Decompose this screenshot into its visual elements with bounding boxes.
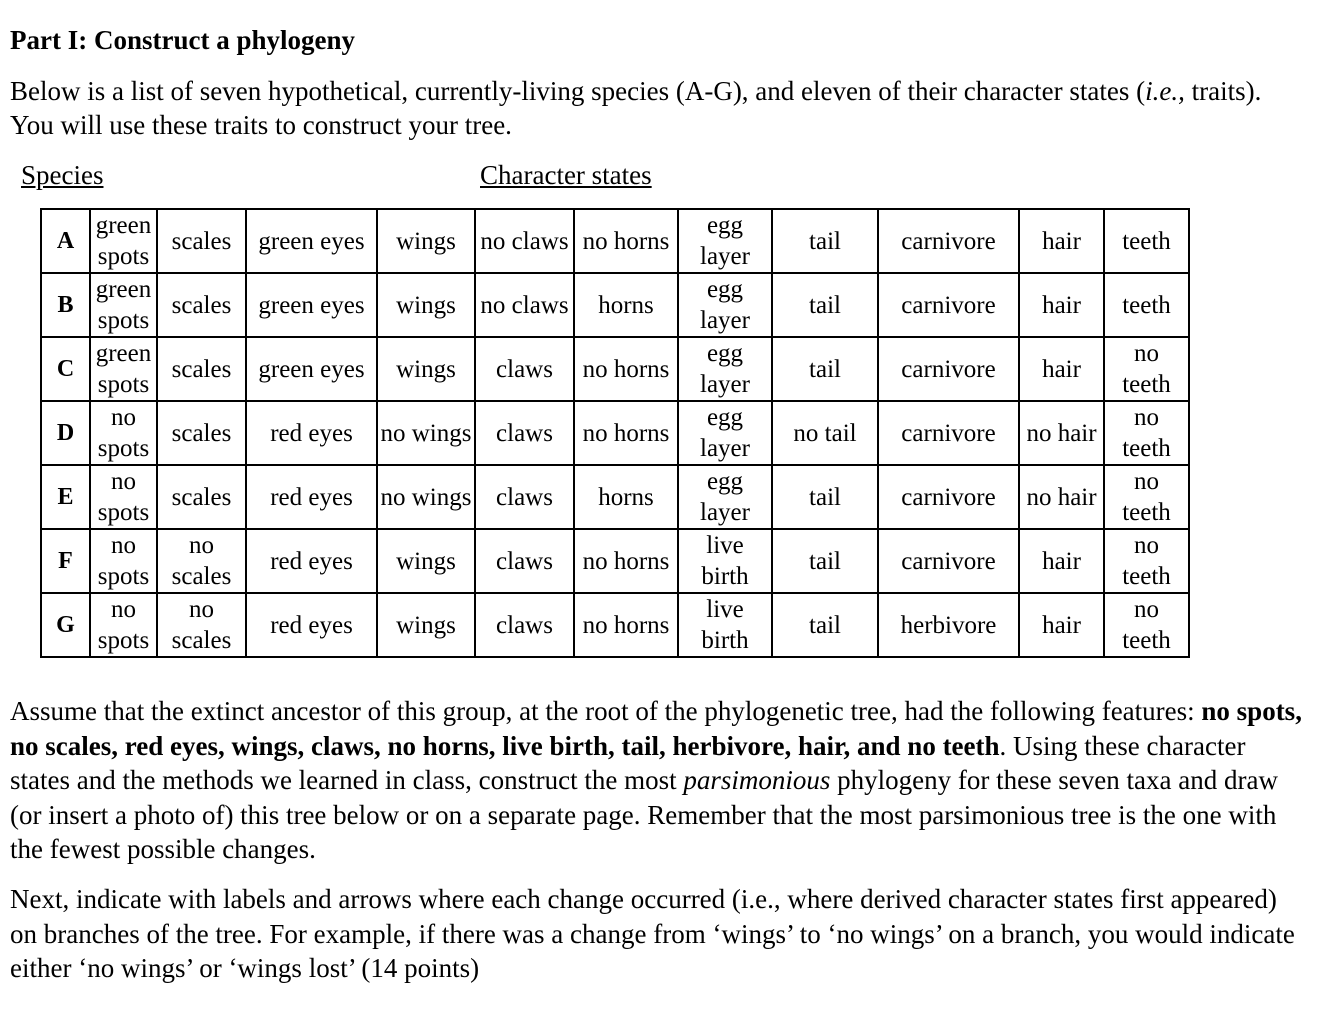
trait-cell: tail (772, 209, 878, 273)
trait-cell: red eyes (246, 593, 377, 657)
trait-cell: claws (475, 337, 574, 401)
trait-cell: hair (1019, 209, 1104, 273)
trait-cell: wings (377, 337, 475, 401)
trait-cell: no scales (157, 593, 246, 657)
intro-paragraph (10, 74, 1270, 142)
trait-cell: claws (475, 593, 574, 657)
trait-cell: horns (574, 273, 678, 337)
trait-cell: egg layer (678, 209, 772, 273)
ancestor-text-c: . Using these character states and the methods we learned in class, construct the most (10, 730, 1246, 795)
trait-cell: claws (475, 465, 574, 529)
parsimonious-term: parsimonious (683, 765, 831, 795)
species-label: F (41, 529, 90, 593)
trait-cell: teeth (1104, 209, 1189, 273)
trait-cell: scales (157, 401, 246, 465)
trait-cell: carnivore (878, 465, 1019, 529)
trait-cell: live birth (678, 593, 772, 657)
trait-cell: green eyes (246, 209, 377, 273)
trait-cell: no horns (574, 401, 678, 465)
trait-table-body (41, 209, 1189, 657)
trait-cell: no horns (574, 593, 678, 657)
trait-cell: no teeth (1104, 337, 1189, 401)
trait-cell: egg layer (678, 465, 772, 529)
table-row (41, 593, 1189, 657)
species-label: A (41, 209, 90, 273)
species-label: B (41, 273, 90, 337)
trait-cell: no horns (574, 337, 678, 401)
trait-cell: carnivore (878, 529, 1019, 593)
intro-text-after: traits). You will use these traits to construct your tree. (10, 76, 1262, 140)
trait-cell: no hair (1019, 401, 1104, 465)
trait-cell: no teeth (1104, 465, 1189, 529)
labeling-instructions (10, 882, 1310, 986)
ancestor-features: no spots, no scales, red eyes, wings, claws, no horns, live birth, tail, herbivore, hair, and no teeth (10, 696, 1302, 761)
trait-table (40, 208, 1190, 658)
trait-cell: horns (574, 465, 678, 529)
trait-cell: tail (772, 529, 878, 593)
table-row (41, 209, 1189, 273)
trait-cell: no wings (377, 401, 475, 465)
trait-cell: no spots (90, 593, 157, 657)
trait-cell: no horns (574, 209, 678, 273)
trait-cell: carnivore (878, 273, 1019, 337)
trait-cell: no hair (1019, 465, 1104, 529)
trait-cell: wings (377, 529, 475, 593)
trait-cell: no claws (475, 273, 574, 337)
trait-cell: hair (1019, 529, 1104, 593)
trait-cell: green spots (90, 209, 157, 273)
trait-cell: herbivore (878, 593, 1019, 657)
trait-cell: no spots (90, 401, 157, 465)
trait-cell: no claws (475, 209, 574, 273)
trait-cell: scales (157, 273, 246, 337)
trait-cell: carnivore (878, 337, 1019, 401)
table-row (41, 465, 1189, 529)
character-states-heading: Character states (480, 160, 652, 190)
species-label: E (41, 465, 90, 529)
trait-cell: tail (772, 593, 878, 657)
table-row (41, 401, 1189, 465)
trait-cell: hair (1019, 337, 1104, 401)
ancestor-instructions (10, 694, 1310, 867)
trait-cell: teeth (1104, 273, 1189, 337)
trait-cell: scales (157, 337, 246, 401)
trait-cell: hair (1019, 273, 1104, 337)
trait-cell: hair (1019, 593, 1104, 657)
table-row (41, 273, 1189, 337)
trait-cell: no teeth (1104, 401, 1189, 465)
trait-cell: red eyes (246, 529, 377, 593)
trait-cell: no horns (574, 529, 678, 593)
trait-cell: carnivore (878, 209, 1019, 273)
trait-cell: wings (377, 209, 475, 273)
trait-cell: live birth (678, 529, 772, 593)
species-label: G (41, 593, 90, 657)
trait-cell: green spots (90, 273, 157, 337)
trait-cell: no spots (90, 529, 157, 593)
trait-cell: carnivore (878, 401, 1019, 465)
trait-cell: egg layer (678, 401, 772, 465)
trait-cell: no scales (157, 529, 246, 593)
trait-cell: green spots (90, 337, 157, 401)
species-label: C (41, 337, 90, 401)
trait-cell: no teeth (1104, 593, 1189, 657)
trait-cell: red eyes (246, 401, 377, 465)
trait-cell: no wings (377, 465, 475, 529)
trait-cell: claws (475, 529, 574, 593)
trait-cell: egg layer (678, 273, 772, 337)
trait-cell: tail (772, 337, 878, 401)
trait-cell: no spots (90, 465, 157, 529)
table-row (41, 529, 1189, 593)
species-label: D (41, 401, 90, 465)
trait-cell: green eyes (246, 337, 377, 401)
trait-cell: tail (772, 465, 878, 529)
trait-cell: scales (157, 465, 246, 529)
trait-cell: no teeth (1104, 529, 1189, 593)
trait-cell: no tail (772, 401, 878, 465)
intro-text-italic: i.e., (1145, 76, 1185, 106)
trait-cell: tail (772, 273, 878, 337)
ancestor-text-e: phylogeny for these seven taxa and draw (or insert a photo of) this tree below or on a separate page. Remember that the most parsimonious tree is the one with the fewest possible changes. (10, 765, 1278, 864)
ancestor-text-a: Assume that the extinct ancestor of this group, at the root of the phylogenetic tree, had the following features: (10, 696, 1202, 726)
trait-cell: green eyes (246, 273, 377, 337)
intro-text-before: Below is a list of seven hypothetical, currently-living species (A-G), and eleven of their character states ( (10, 76, 1146, 106)
labeling-text: Next, indicate with labels and arrows where each change occurred (i.e., where derived character states first appeared) on branches of the tree. For example, if there was a change from ‘wings’ to ‘no wings’ on a branch, you would indicate either ‘no wings’ or ‘wings lost’ (14 points) (10, 884, 1295, 983)
trait-cell: claws (475, 401, 574, 465)
species-heading: Species (21, 160, 104, 190)
page-title: Part I: Construct a phylogeny (10, 25, 355, 55)
trait-cell: scales (157, 209, 246, 273)
trait-cell: red eyes (246, 465, 377, 529)
trait-cell: wings (377, 593, 475, 657)
table-row (41, 337, 1189, 401)
trait-cell: egg layer (678, 337, 772, 401)
trait-cell: wings (377, 273, 475, 337)
